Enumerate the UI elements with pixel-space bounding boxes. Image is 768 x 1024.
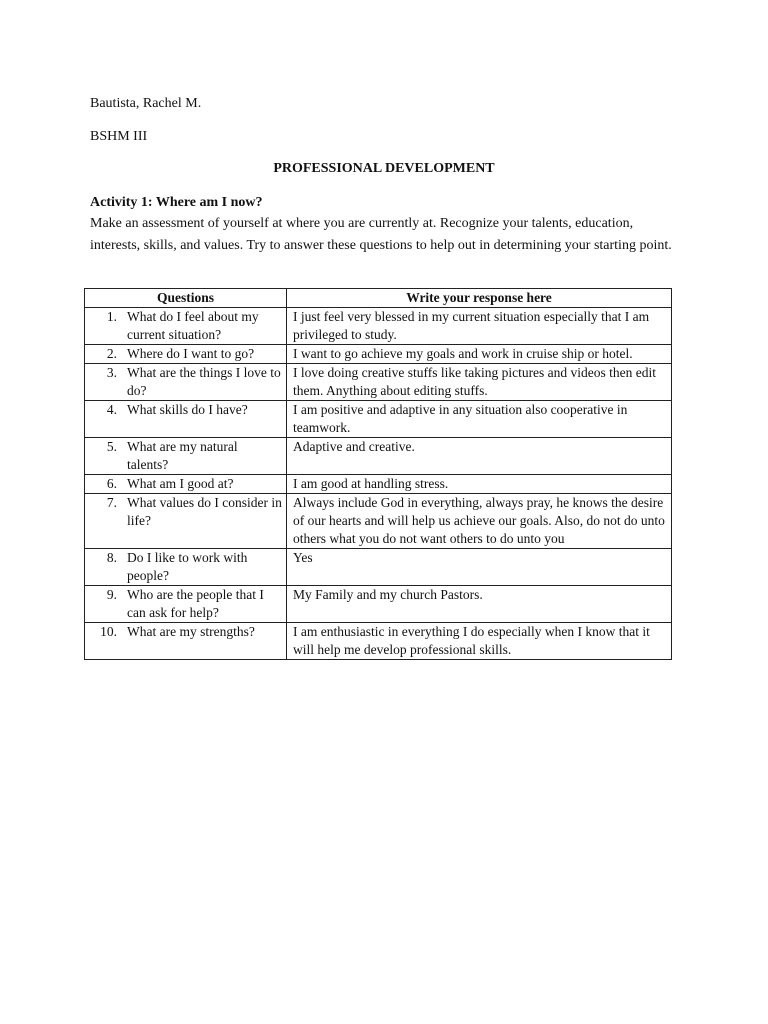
question-text: Where do I want to go? [127, 346, 255, 361]
question-number: 1. [106, 309, 117, 324]
response-text: I love doing creative stuffs like taking pictures and videos then edit them. Anything about editing stuffs. [293, 365, 657, 398]
response-text: Always include God in everything, always pray, he knows the desire of our hearts and will help us achieve our goals. Also, do not do unto others what you do not want others to do unto you [293, 495, 665, 546]
table-row [85, 401, 672, 438]
question-number: 8. [106, 550, 117, 565]
student-name: Bautista, Rachel M. [90, 96, 202, 111]
response-text: I want to go achieve my goals and work in cruise ship or hotel. [293, 346, 633, 361]
question-text: What skills do I have? [127, 402, 248, 417]
student-course: BSHM III [90, 129, 148, 144]
responses-column-header: Write your response here [287, 289, 672, 308]
table-row [85, 586, 672, 623]
response-text: I am good at handling stress. [293, 476, 449, 491]
response-text: Adaptive and creative. [293, 439, 415, 454]
questions-column-header: Questions [85, 289, 287, 308]
question-text: What are the things I love to do? [127, 365, 281, 398]
table-row [85, 345, 672, 364]
question-number: 6. [106, 476, 117, 491]
question-text: What am I good at? [127, 476, 234, 491]
question-text: What are my natural talents? [127, 439, 238, 472]
table-row [85, 623, 672, 660]
question-number: 10. [100, 624, 117, 639]
activity-heading: Activity 1: Where am I now? [90, 195, 263, 210]
question-text: What do I feel about my current situation? [127, 309, 259, 342]
question-number: 2. [106, 346, 117, 361]
intro-paragraph: Make an assessment of yourself at where you are currently at. Recognize your talents, education, interests, skills, and values. Try to answer these questions to help out in determining your starting point. [90, 216, 672, 253]
document-title: PROFESSIONAL DEVELOPMENT [273, 161, 495, 176]
response-text: I am positive and adaptive in any situation also cooperative in teamwork. [293, 402, 628, 435]
response-text: Yes [293, 550, 313, 565]
question-number: 5. [106, 439, 117, 454]
question-number: 4. [106, 402, 117, 417]
table-row [85, 475, 672, 494]
response-text: My Family and my church Pastors. [293, 587, 483, 602]
table-row [85, 308, 672, 345]
table-row [85, 364, 672, 401]
table-header-row [85, 289, 672, 308]
question-text: What are my strengths? [127, 624, 255, 639]
question-number: 7. [106, 495, 117, 510]
table-row [85, 549, 672, 586]
question-number: 3. [106, 365, 117, 380]
question-number: 9. [106, 587, 117, 602]
response-text: I am enthusiastic in everything I do especially when I know that it will help me develop professional skills. [293, 624, 650, 657]
question-text: What values do I consider in life? [127, 495, 282, 528]
questions-table [84, 288, 672, 660]
table-row [85, 494, 672, 549]
question-text: Do I like to work with people? [127, 550, 248, 583]
response-text: I just feel very blessed in my current situation especially that I am privileged to study. [293, 309, 650, 342]
question-text: Who are the people that I can ask for help? [127, 587, 264, 620]
table-row [85, 438, 672, 475]
